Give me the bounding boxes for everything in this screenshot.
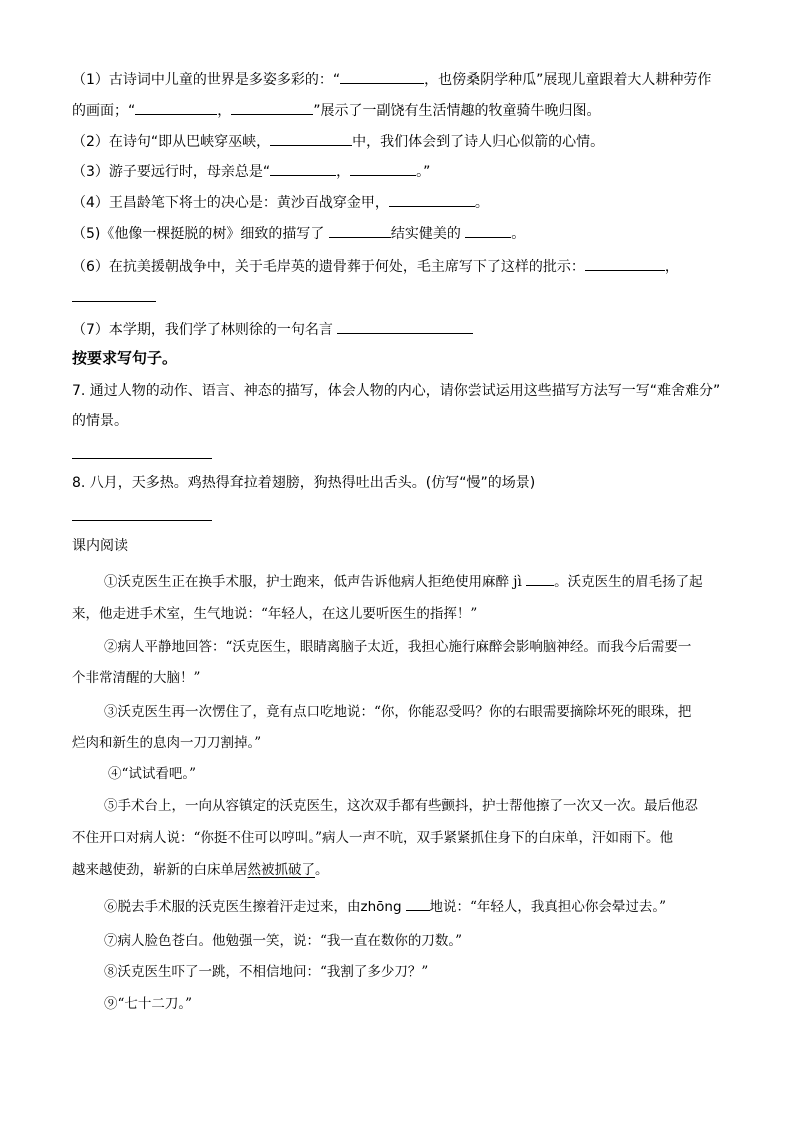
- passage-p2-line-1: ②病人平静地回答：“沃克医生，眼睛离脑子太近，我担心施行麻醉会影响脑神经。而我今后需要一: [104, 639, 692, 655]
- q5-blank-2[interactable]: [465, 222, 511, 238]
- passage-p5-line-3: [72, 860, 329, 880]
- q3-blank-2[interactable]: [350, 160, 416, 176]
- passage-p5-line-2: 不住开口对病人说：“你挺不住可以哼叫。”病人一声不吭，双手紧紧抓住身下的白床单，汗如雨下。他: [72, 830, 674, 846]
- q7-blank[interactable]: [337, 318, 473, 334]
- p1-text-a: ①沃克医生正在换手术服，护士跑来，低声告诉他病人拒绝使用麻醉: [104, 574, 509, 590]
- q6-blank-2[interactable]: [72, 300, 156, 302]
- reading-title: 课内阅读: [72, 538, 128, 554]
- q5-text-c: 。: [511, 226, 526, 242]
- q4-text-b: 。: [474, 195, 489, 211]
- passage-p8: ⑧沃克医生吓了一跳，不相信地问：“我割了多少刀？”: [104, 964, 429, 980]
- q5-text-b: 结实健美的: [390, 226, 466, 242]
- passage-p2-line-2: 个非常清醒的大脑！”: [72, 670, 201, 686]
- passage-p4: ④“试试看吧。”: [108, 766, 197, 782]
- passage-p3-line-1: ③沃克医生再一次愣住了，竟有点口吃地说：“你，你能忍受吗？你的右眼需要摘除坏死的眼珠，把: [104, 704, 692, 720]
- passage-p3-line-2: 烂肉和新生的息肉一刀刀割掉。”: [72, 735, 262, 751]
- item-8-line-1: 8. 八月，天多热。鸡热得耷拉着翅膀，狗热得吐出舌头。(仿写“慢”的场景): [72, 475, 536, 491]
- item-7-line-2: 的情景。: [72, 413, 128, 429]
- question-1-line-2: [72, 99, 601, 121]
- item-7-line-1: 7. 通过人物的动作、语言、神态的描写，体会人物的内心，请你尝试运用这些描写方法写一写“难舍难分”: [72, 383, 721, 399]
- p1-pinyin: jì: [509, 574, 527, 590]
- question-3-line: [72, 160, 430, 182]
- item-7-answer-line[interactable]: [72, 457, 212, 459]
- passage-p9: ⑨“七十二刀。”: [104, 996, 193, 1012]
- q1-blank-2[interactable]: [135, 99, 217, 115]
- q3-text-a: （3）游子要远行时，母亲总是“: [72, 164, 271, 180]
- q3-blank-1[interactable]: [270, 160, 336, 176]
- q1-blank-3[interactable]: [231, 99, 313, 115]
- question-5-line: [72, 222, 525, 244]
- q1-blank-1[interactable]: [340, 68, 424, 84]
- q1-text-b: ，也傍桑阴学种瓜”展现儿童跟着大人耕种劳作: [424, 72, 712, 88]
- p6-text-b: 地说：“年轻人，我真担心你会晕过去。”: [429, 899, 667, 915]
- q6-text-a: （6）在抗美援朝战争中，关于毛岸英的遗骨葬于何处，毛主席写下了这样的批示：: [72, 259, 585, 275]
- question-6-line-1: [72, 255, 679, 277]
- q2-text-a: （2）在诗句“即从巴峡穿巫峡，: [72, 134, 271, 150]
- q6-text-b: ，: [664, 259, 679, 275]
- passage-p5-line-1: ⑤手术台上，一向从容镇定的沃克医生，这次双手都有些颤抖，护士帮他擦了一次又一次。最后他忍: [104, 798, 698, 814]
- p6-text-a: ⑥脱去手术服的沃克医生擦着汗走过来，由: [104, 899, 361, 915]
- q2-blank[interactable]: [270, 130, 352, 146]
- q1-text-c: 的画面；“: [72, 103, 136, 119]
- passage-p1-line-2: 来，他走进手术室，生气地说：“年轻人，在这儿要听医生的指挥！”: [72, 606, 478, 622]
- section-heading: 按要求写句子。: [72, 349, 178, 367]
- item-8-answer-line[interactable]: [72, 519, 212, 521]
- q2-text-b: 中，我们体会到了诗人归心似箭的心情。: [352, 134, 605, 150]
- q3-text-c: 。”: [416, 164, 431, 180]
- passage-p7: ⑦病人脸色苍白。他勉强一笑，说：“我一直在数你的刀数。”: [104, 933, 463, 949]
- q1-text-e: ”展示了一副饶有生活情趣的牧童骑牛晚归图。: [313, 103, 601, 119]
- question-4-line: [72, 191, 489, 213]
- q5-text-a: （5)《他像一棵挺脱的树》细致的描写了: [72, 226, 329, 242]
- q7-text-a: （7）本学期，我们学了林则徐的一句名言: [72, 322, 338, 338]
- passage-p6-line: [104, 895, 666, 917]
- passage-p1-line-1: [104, 570, 703, 592]
- p1-blank[interactable]: [526, 570, 554, 586]
- p5-underlined-phrase: 然被抓破了: [247, 862, 315, 878]
- q1-text-a: （1）古诗词中儿童的世界是多姿多彩的：“: [72, 72, 341, 88]
- p6-pinyin: zhōng: [360, 899, 402, 915]
- q4-text-a: （4）王昌龄笔下将士的决心是：黄沙百战穿金甲，: [72, 195, 389, 211]
- q1-text-d: ，: [217, 103, 232, 119]
- question-2-line: [72, 130, 604, 152]
- question-1-line-1: [72, 68, 711, 90]
- q6-blank-1[interactable]: [585, 255, 665, 271]
- q4-blank[interactable]: [389, 191, 475, 207]
- q5-blank-1[interactable]: [329, 222, 391, 238]
- question-7-line: [72, 318, 473, 340]
- q3-text-b: ，: [336, 164, 351, 180]
- p5-text-c: 越来越使劲，崭新的白床单居: [72, 862, 248, 878]
- p6-blank[interactable]: [406, 895, 430, 911]
- p1-text-b: 。沃克医生的眉毛扬了起: [554, 574, 703, 590]
- p5-text-e: 。: [315, 862, 329, 878]
